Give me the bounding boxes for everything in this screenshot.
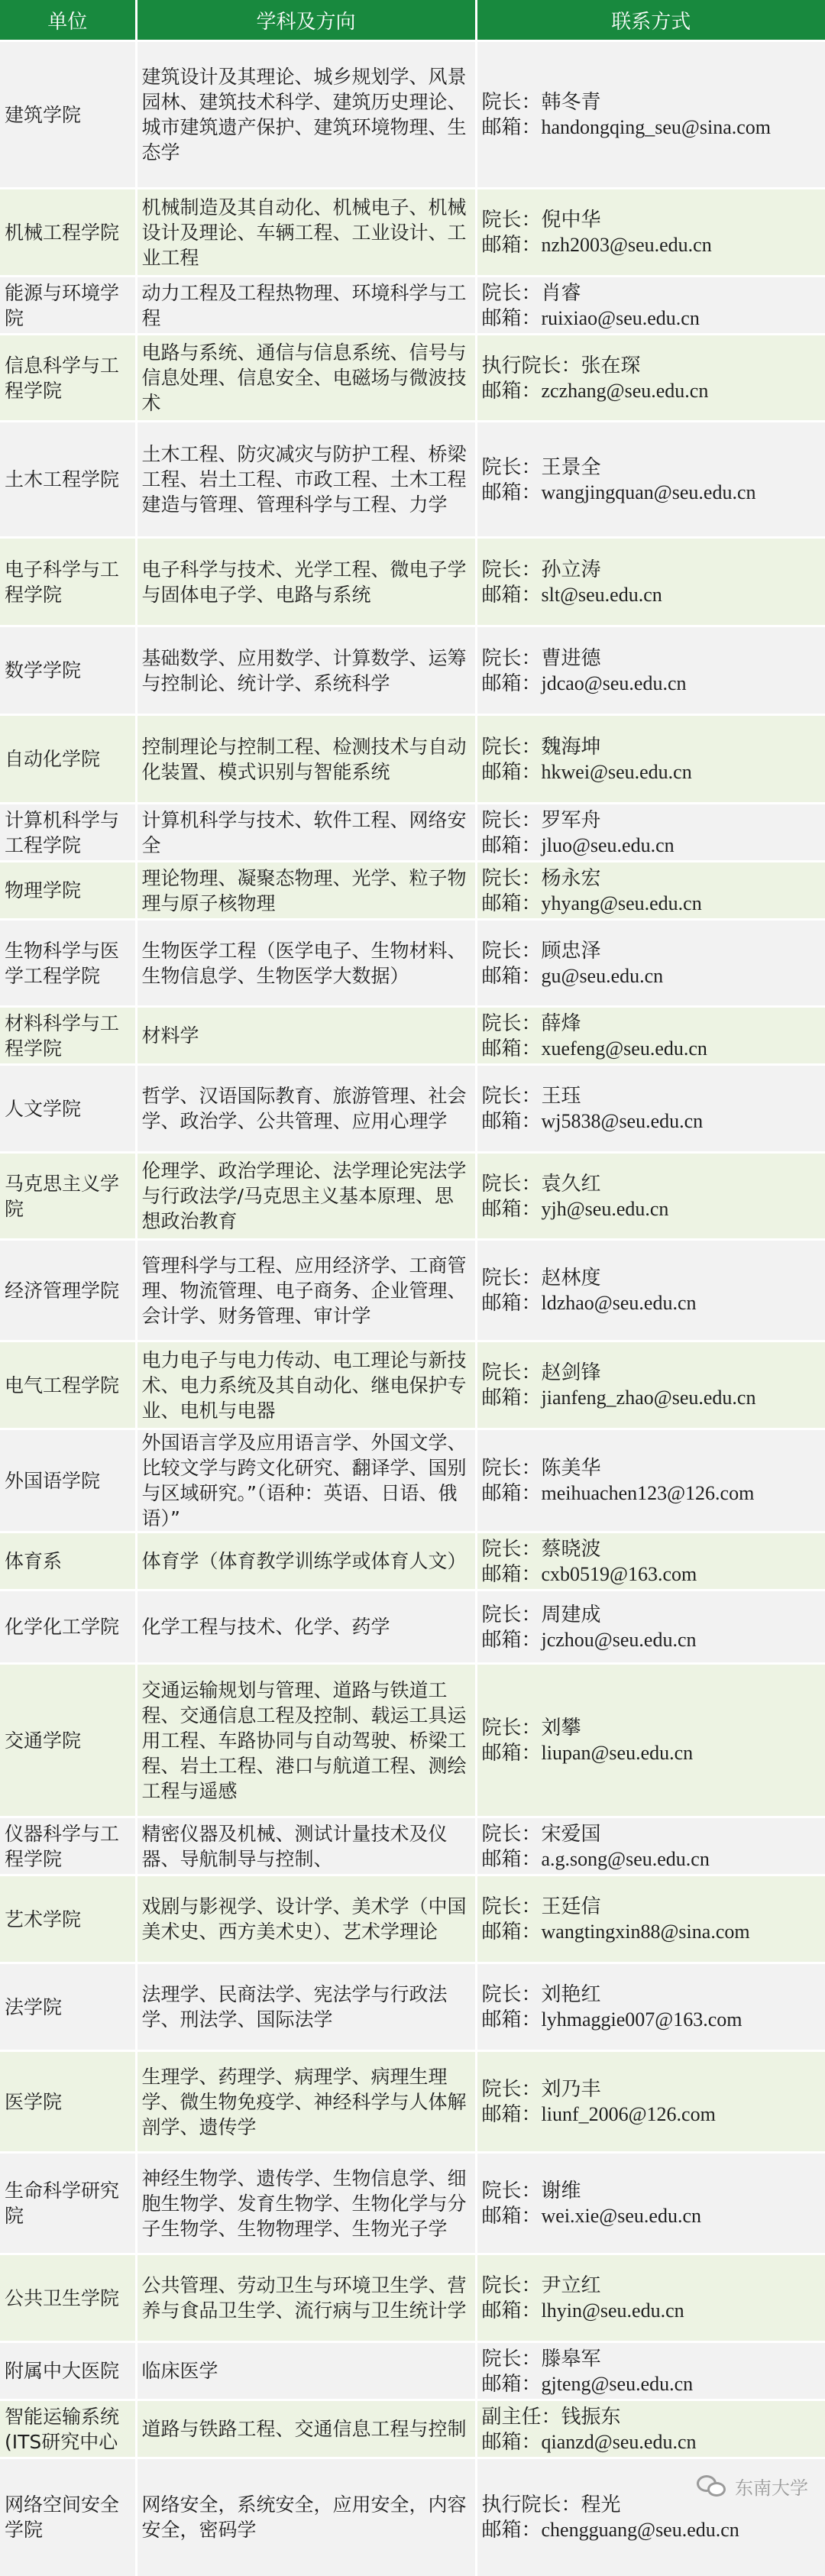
contact-email[interactable]: 邮箱：gjteng@seu.edu.cn [481,2372,694,2395]
contact-email[interactable]: 邮箱：jluo@seu.edu.cn [481,833,675,856]
contact-cell [476,1065,825,1153]
table-header [0,0,825,41]
unit-cell: 经济管理学院 [0,1240,136,1341]
contact-email[interactable]: 邮箱：wei.xie@seu.edu.cn [481,2205,701,2227]
contact-email[interactable]: 邮箱：liupan@seu.edu.cn [481,1742,694,1764]
contact-cell [476,1532,825,1591]
header-contact: 联系方式 [476,0,825,41]
discipline-cell: 化学工程与技术、化学、药学 [136,1591,476,1664]
contact-person: 院长：杨永宏 [481,866,601,889]
contact-person: 院长：顾忠泽 [481,939,601,962]
contact-cell [476,715,825,804]
table-row [0,715,825,804]
contact-person: 院长：赵剑锋 [481,1361,601,1383]
table-row [0,1664,825,1817]
table-row [0,277,825,335]
discipline-cell: 管理科学与工程、应用经济学、工商管理、物流管理、电子商务、企业管理、会计学、财务管理、审计学 [136,1240,476,1341]
discipline-cell: 精密仪器及机械、测试计量技术及仪器、导航制导与控制、 [136,1817,476,1875]
contact-cell [476,1153,825,1240]
contact-cell [476,1429,825,1532]
contact-cell [476,422,825,538]
header-unit: 单位 [0,0,136,41]
contact-cell [476,2342,825,2400]
discipline-cell: 控制理论与控制工程、检测技术与自动化装置、模式识别与智能系统 [136,715,476,804]
contact-cell [476,1963,825,2051]
unit-cell: 计算机科学与工程学院 [0,804,136,862]
table-row [0,2400,825,2458]
contact-email[interactable]: 邮箱：lhyin@seu.edu.cn [481,2299,684,2322]
contact-person: 院长：薛烽 [481,1011,581,1034]
table-row [0,189,825,277]
table-row [0,41,825,189]
unit-cell: 智能运输系统(ITS研究中心 [0,2400,136,2458]
unit-cell: 电气工程学院 [0,1341,136,1429]
contact-email[interactable]: 邮箱：meihuachen123@126.com [481,1482,755,1504]
table-row [0,1007,825,1065]
unit-cell: 信息科学与工程学院 [0,335,136,422]
discipline-cell: 电子科学与技术、光学工程、微电子学与固体电子学、电路与系统 [136,538,476,626]
table-row [0,920,825,1007]
contact-cell [476,1591,825,1664]
discipline-cell: 基础数学、应用数学、计算数学、运筹与控制论、统计学、系统科学 [136,626,476,715]
contact-email[interactable]: 邮箱：yjh@seu.edu.cn [481,1197,669,1220]
table-row [0,2051,825,2153]
table-row [0,335,825,422]
unit-cell: 外国语学院 [0,1429,136,1532]
discipline-cell: 外国语言学及应用语言学、外国文学、比较文学与跨文化研究、翻译学、国别与区域研究。”（语种：英语、日语、俄语）” [136,1429,476,1532]
table-row [0,1817,825,1875]
contact-person: 院长：肖睿 [481,281,581,304]
contact-cell [476,1341,825,1429]
discipline-cell: 材料学 [136,1007,476,1065]
contact-cell [476,862,825,920]
unit-cell: 马克思主义学院 [0,1153,136,1240]
contact-person: 院长：魏海坤 [481,735,601,758]
table-row [0,626,825,715]
unit-cell: 人文学院 [0,1065,136,1153]
contact-cell [476,1240,825,1341]
unit-cell: 艺术学院 [0,1875,136,1963]
table-row [0,1532,825,1591]
unit-cell: 自动化学院 [0,715,136,804]
table-row [0,538,825,626]
contact-cell [476,538,825,626]
discipline-cell: 公共管理、劳动卫生与环境卫生学、营养与食品卫生学、流行病与卫生统计学 [136,2254,476,2342]
contact-person: 院长：刘乃丰 [481,2078,601,2100]
contact-person: 院长：谢维 [481,2180,581,2202]
contact-cell [476,1875,825,1963]
wechat-icon [697,2475,727,2498]
discipline-cell: 戏剧与影视学、设计学、美术学（中国美术史、西方美术史）、艺术学理论 [136,1875,476,1963]
watermark-text: 东南大学 [735,2477,808,2499]
contact-email[interactable]: 邮箱：nzh2003@seu.edu.cn [481,234,712,256]
unit-cell: 电子科学与工程学院 [0,538,136,626]
discipline-cell: 伦理学、政治学理论、法学理论宪法学与行政法学/马克思主义基本原理、思想政治教育 [136,1153,476,1240]
contact-cell [476,189,825,277]
unit-cell: 附属中大医院 [0,2342,136,2400]
discipline-cell: 哲学、汉语国际教育、旅游管理、社会学、政治学、公共管理、应用心理学 [136,1065,476,1153]
contact-person: 院长：蔡晓波 [481,1537,601,1560]
contact-person: 院长：刘艳红 [481,1983,601,2005]
unit-cell: 医学院 [0,2051,136,2153]
contact-person: 副主任：钱振东 [481,2405,621,2428]
contact-email[interactable]: 邮箱：jianfeng_zhao@seu.edu.cn [481,1387,756,1409]
contact-cell [476,335,825,422]
contact-person: 院长：王景全 [481,455,601,478]
discipline-cell: 理论物理、凝聚态物理、光学、粒子物理与原子核物理 [136,862,476,920]
contact-person: 院长：滕皋军 [481,2347,601,2370]
contact-cell [476,277,825,335]
unit-cell: 生命科学研究院 [0,2153,136,2254]
unit-cell: 机械工程学院 [0,189,136,277]
discipline-cell: 计算机科学与技术、软件工程、网络安全 [136,804,476,862]
discipline-cell: 神经生物学、遗传学、生物信息学、细胞生物学、发育生物学、生物化学与分子生物学、生物物理学、生物光子学 [136,2153,476,2254]
contact-email[interactable]: 邮箱：yhyang@seu.edu.cn [481,892,702,914]
table-row [0,1963,825,2051]
contact-email[interactable]: 邮箱：hkwei@seu.edu.cn [481,760,692,783]
contact-email[interactable]: 邮箱：a.g.song@seu.edu.cn [481,1847,710,1870]
contact-email[interactable]: 邮箱：wangtingxin88@sina.com [481,1921,750,1943]
unit-cell: 能源与环境学院 [0,277,136,335]
contact-person: 执行院长：程光 [481,2493,621,2516]
unit-cell: 网络空间安全学院 [0,2458,136,2576]
contact-person: 院长：曹进德 [481,646,601,669]
contact-email[interactable]: 邮箱：gu@seu.edu.cn [481,964,664,987]
discipline-cell: 生物医学工程（医学电子、生物材料、生物信息学、生物医学大数据） [136,920,476,1007]
unit-cell: 法学院 [0,1963,136,2051]
contact-email[interactable]: 邮箱：wangjingquan@seu.edu.cn [481,481,756,503]
unit-cell: 建筑学院 [0,41,136,189]
contact-email[interactable]: 邮箱：slt@seu.edu.cn [481,583,662,606]
contact-cell [476,920,825,1007]
contact-person: 院长：罗军舟 [481,808,601,831]
contact-person: 院长：倪中华 [481,209,601,231]
discipline-cell: 电力电子与电力传动、电工理论与新技术、电力系统及其自动化、继电保护专业、电机与电器 [136,1341,476,1429]
contact-email[interactable]: 邮箱：zczhang@seu.edu.cn [481,379,709,402]
table-row [0,1341,825,1429]
contact-email[interactable]: 邮箱：lyhmaggie007@163.com [481,2008,742,2031]
contact-email[interactable]: 邮箱：jczhou@seu.edu.cn [481,1628,697,1651]
discipline-cell: 土木工程、防灾减灾与防护工程、桥梁工程、岩土工程、市政工程、土木工程建造与管理、管理科学与工程、力学 [136,422,476,538]
unit-cell: 土木工程学院 [0,422,136,538]
discipline-cell: 交通运输规划与管理、道路与铁道工程、交通信息工程及控制、载运工具运用工程、车路协同与自动驾驶、桥梁工程、岩土工程、港口与航道工程、测绘工程与遥感 [136,1664,476,1817]
table-row [0,422,825,538]
contact-person: 院长：王廷信 [481,1895,601,1917]
contact-cell [476,41,825,189]
unit-cell: 仪器科学与工程学院 [0,1817,136,1875]
table-row [0,1240,825,1341]
watermark [697,2473,808,2500]
table-row [0,1591,825,1664]
contact-cell [476,804,825,862]
contact-email[interactable]: 邮箱：ruixiao@seu.edu.cn [481,306,700,329]
unit-cell: 体育系 [0,1532,136,1591]
contact-cell [476,626,825,715]
contact-email[interactable]: 邮箱：jdcao@seu.edu.cn [481,672,687,694]
unit-cell: 公共卫生学院 [0,2254,136,2342]
contact-cell [476,2051,825,2153]
contact-cell [476,2153,825,2254]
contact-person: 院长：孙立涛 [481,558,601,581]
table-row [0,1065,825,1153]
contact-email[interactable]: 邮箱：xuefeng@seu.edu.cn [481,1037,707,1060]
contact-person: 院长：袁久红 [481,1172,601,1195]
contact-person: 院长：刘攀 [481,1717,581,1739]
discipline-cell: 机械制造及其自动化、机械电子、机械设计及理论、车辆工程、工业设计、工业工程 [136,189,476,277]
contact-cell [476,1664,825,1817]
contact-person: 院长：宋爱国 [481,1822,601,1845]
discipline-cell: 法理学、民商法学、宪法学与行政法学、刑法学、国际法学 [136,1963,476,2051]
table-row [0,2254,825,2342]
contact-person: 执行院长：张在琛 [481,354,641,377]
contact-cell [476,1817,825,1875]
unit-cell: 材料科学与工程学院 [0,1007,136,1065]
table-row [0,1429,825,1532]
contact-cell [476,1007,825,1065]
contact-person: 院长：陈美华 [481,1457,601,1479]
contact-person: 院长：韩冬青 [481,91,601,113]
unit-cell: 生物科学与医学工程学院 [0,920,136,1007]
table-row [0,862,825,920]
contact-email[interactable]: 邮箱：handongqing_seu@sina.com [481,116,772,138]
table-row [0,1875,825,1963]
table-body [0,41,825,2576]
contact-email[interactable]: 邮箱：cxb0519@163.com [481,1562,697,1585]
contact-person: 院长：尹立红 [481,2274,601,2296]
contact-person: 院长：赵林度 [481,1267,601,1289]
contact-person: 院长：王珏 [481,1085,581,1107]
discipline-cell: 电路与系统、通信与信息系统、信号与信息处理、信息安全、电磁场与微波技术 [136,335,476,422]
contact-email[interactable]: 邮箱：ldzhao@seu.edu.cn [481,1292,697,1314]
unit-cell: 数学学院 [0,626,136,715]
table-row [0,2342,825,2400]
contact-email[interactable]: 邮箱：chengguang@seu.edu.cn [481,2519,739,2542]
contact-cell [476,2254,825,2342]
contact-email[interactable]: 邮箱：wj5838@seu.edu.cn [481,1110,704,1132]
discipline-cell: 临床医学 [136,2342,476,2400]
contact-email[interactable]: 邮箱：qianzd@seu.edu.cn [481,2430,697,2453]
contact-person: 院长：周建成 [481,1603,601,1626]
discipline-cell: 网络安全，系统安全，应用安全，内容安全，密码学 [136,2458,476,2576]
discipline-cell: 道路与铁路工程、交通信息工程与控制 [136,2400,476,2458]
discipline-cell: 建筑设计及其理论、城乡规划学、风景园林、建筑技术科学、建筑历史理论、城市建筑遗产保护、建筑环境物理、生态学 [136,41,476,189]
table-row [0,804,825,862]
contact-email[interactable]: 邮箱：liunf_2006@126.com [481,2103,716,2125]
unit-cell: 化学化工学院 [0,1591,136,1664]
header-discipline: 学科及方向 [136,0,476,41]
contact-cell [476,2400,825,2458]
discipline-cell: 生理学、药理学、病理学、病理生理学、微生物免疫学、神经科学与人体解剖学、遗传学 [136,2051,476,2153]
unit-cell: 交通学院 [0,1664,136,1817]
discipline-cell: 动力工程及工程热物理、环境科学与工程 [136,277,476,335]
discipline-cell: 体育学（体育教学训练学或体育人文） [136,1532,476,1591]
table-row [0,1153,825,1240]
table-row [0,2153,825,2254]
unit-cell: 物理学院 [0,862,136,920]
